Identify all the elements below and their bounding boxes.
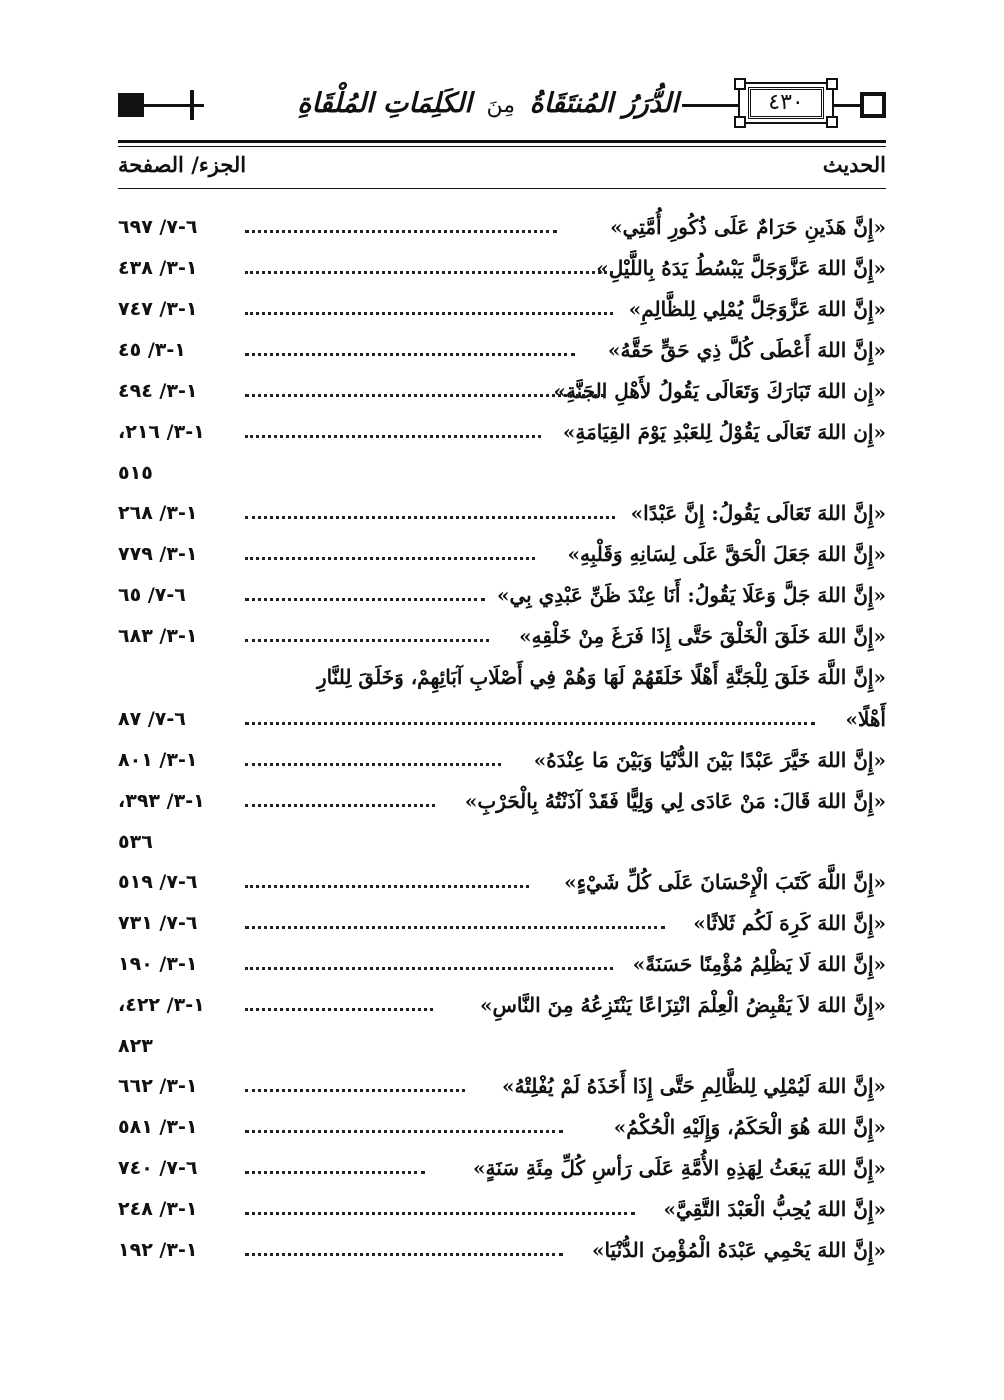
index-entry <box>118 576 886 617</box>
dot-leader <box>245 435 541 438</box>
index-entry <box>118 208 886 249</box>
dot-leader <box>245 1130 563 1133</box>
index-entry <box>118 249 886 290</box>
book-title-part2: مِنَ <box>486 93 516 118</box>
index-entry <box>118 494 886 535</box>
volume-page-ref: ١-٣/ ٤٢٢، <box>118 994 205 1016</box>
index-entry <box>118 535 886 576</box>
hadith-text: «إِنَّ اللهَ تَعَالَى يَقُولُ: إِنَّ عَبْدًا» <box>630 501 886 525</box>
dot-leader <box>245 557 535 560</box>
hadith-text: «إِنَّ اللهَ كَرِهَ لَكُم ثَلاثًا» <box>693 911 886 935</box>
hadith-text: «إِنَّ اللهَ عَزَّوَجَلَّ يُمْلِي لِلظَّالِمِ» <box>628 297 886 321</box>
volume-page-ref: ١-٣/ ١٩٠ <box>118 953 198 975</box>
hadith-text: «إِنَّ اللهَ لاَ يَقْبِضُ الْعِلْمَ انْتِزَاعًا يَنْتَزِعُهُ مِنَ النَّاسِ» <box>479 993 886 1017</box>
dot-leader <box>245 763 501 766</box>
index-entry <box>118 1108 886 1149</box>
header-rule <box>682 104 738 107</box>
volume-page-ref: ١-٣/ ٨٠١ <box>118 749 198 771</box>
volume-page-ref: ١-٣/ ٢٤٨ <box>118 1198 198 1220</box>
book-title-part1: الدُّرَرُ المُنتَقَاةُ <box>529 88 679 119</box>
hadith-text: «إِنَّ اللَّهَ كَتَبَ الْإِحْسَانَ عَلَى كُلِّ شَيْءٍ» <box>564 870 886 894</box>
header-left-square <box>118 93 144 117</box>
volume-page-ref: ١-٣/ ٤٩٤ <box>118 380 198 402</box>
dot-leader <box>245 598 485 601</box>
dot-leader <box>245 926 665 929</box>
dot-leader <box>245 1171 425 1174</box>
column-heading-volume-page: الجزء/ الصفحة <box>118 152 247 177</box>
hadith-text: «إِنَّ اللهَ قَالَ: مَنْ عَادَى لِي وَلِيًّا فَقَدْ آذَنْتُهُ بِالْحَرْبِ» <box>464 789 886 813</box>
dot-leader <box>245 312 613 315</box>
volume-page-ref: ١-٣/ ٧٧٩ <box>118 543 198 565</box>
volume-page-ref: ١-٣/ ٢١٦، <box>118 421 205 443</box>
column-heading-rule <box>118 188 886 189</box>
index-entry <box>118 700 886 741</box>
volume-page-ref: ١-٣/ ٢٦٨ <box>118 502 198 524</box>
index-entry <box>118 290 886 331</box>
dot-leader <box>245 353 575 356</box>
dot-leader <box>245 394 605 397</box>
index-entry <box>118 1231 886 1272</box>
index-entry <box>118 863 886 904</box>
hadith-text: «إِنَّ اللهَ أَعْطَى كُلَّ ذِي حَقٍّ حَقَّهُ» <box>607 338 886 362</box>
hadith-text: «إِن اللهَ تَبَارَكَ وَتَعَالَى يَقُولُ لأَهْلِ الجَنَّةِ» <box>553 379 886 403</box>
volume-page-ref: ١-٣/ ٥٨١ <box>118 1116 198 1138</box>
dot-leader <box>245 722 815 725</box>
hadith-text: «إِنَّ اللهَ لَيُمْلِي لِلظَّالِمِ حَتَّى إِذَا أَخَذَهُ لَمْ يُفْلِتْهُ» <box>502 1074 886 1098</box>
volume-page-ref-continued: ٥١٥ <box>118 462 153 484</box>
volume-page-ref: ٦-٧/ ٧٣١ <box>118 912 198 934</box>
dot-leader <box>245 1008 433 1011</box>
dot-leader <box>245 271 613 274</box>
index-entry <box>118 1067 886 1108</box>
dot-leader <box>245 804 435 807</box>
page-number-frame <box>738 82 834 124</box>
dot-leader <box>245 967 613 970</box>
hadith-text: «إِن اللهَ تَعَالَى يَقُوْلُ لِلعَبْدِ يَوْمَ القِيَامَةِ» <box>562 420 886 444</box>
header-rule <box>194 104 204 107</box>
hadith-text: «إِنَّ اللهَ جَعَلَ الْحَقَّ عَلَى لِسَانِهِ وَقَلْبِهِ» <box>567 542 886 566</box>
hadith-text: «إِنَّ اللهَ يُحِبُّ الْعَبْدَ التَّقِيَّ» <box>663 1197 886 1221</box>
book-title-part3: الكَلِمَاتِ المُلْقَاةِ <box>297 88 472 119</box>
index-entry <box>118 1149 886 1190</box>
dot-leader <box>245 1212 635 1215</box>
volume-page-ref: ٦-٧/ ٦٥ <box>118 584 186 606</box>
index-list <box>118 208 886 1272</box>
ref-continuation <box>118 1027 886 1067</box>
index-entry <box>118 331 886 372</box>
volume-page-ref: ١-٣/ ٦٦٢ <box>118 1075 198 1097</box>
dot-leader <box>245 885 529 888</box>
volume-page-ref: ١-٣/ ٦٨٣ <box>118 625 198 647</box>
header-right-square <box>860 92 886 118</box>
hadith-text-line1: «إِنَّ اللَّهَ خَلَقَ لِلْجَنَّةِ أَهْلًا خَلَقَهُمْ لَهَا وَهُمْ فِي أَصْلَابِ آبَائِهِمْ، وَخَلَقَ لِلنَّارِ <box>316 665 886 689</box>
hadith-text: «إِنَّ هَذَينِ حَرَامٌ عَلَى ذُكُورِ أُمَّتِي» <box>610 215 886 239</box>
volume-page-ref: ١-٣/ ٣٩٣، <box>118 790 205 812</box>
hadith-text: «إِنَّ اللهَ هُوَ الْحَكَمُ، وَإِلَيْهِ الْحُكْمُ» <box>613 1115 886 1139</box>
hadith-text: «إِنَّ اللهَ لَا يَظْلِمُ مُؤْمِنًا حَسَنَةً» <box>632 952 886 976</box>
dot-leader <box>245 230 557 233</box>
dot-leader <box>245 1089 465 1092</box>
volume-page-ref: ١-٣/ ٤٣٨ <box>118 257 198 279</box>
hadith-text: «إِنَّ اللهَ عَزَّوَجَلَّ يَبْسُطُ يَدَهُ بِاللَّيْلِ» <box>596 256 886 280</box>
ref-continuation <box>118 823 886 863</box>
header-rule-thin <box>118 146 886 147</box>
hadith-text: «إِنَّ اللهَ يَبعَثُ لِهَذِهِ الأُمَّةِ عَلَى رَأسِ كُلِّ مِئَةِ سَنَةٍ» <box>473 1156 886 1180</box>
index-entry <box>118 1190 886 1231</box>
index-entry <box>118 372 886 413</box>
hadith-text: «إِنَّ اللهَ خَلَقَ الْخَلْقَ حَتَّى إِذَا فَرَغَ مِنْ خَلْقِهِ» <box>519 624 886 648</box>
index-entry <box>118 986 886 1027</box>
index-entry <box>118 782 886 823</box>
index-entry <box>118 904 886 945</box>
header-rule <box>144 104 190 107</box>
header-rule <box>834 104 860 107</box>
hadith-text: أَهْلًا» <box>845 707 886 731</box>
index-entry-first-line <box>118 658 886 700</box>
index-entry <box>118 617 886 658</box>
volume-page-ref: ٦-٧/ ٦٩٧ <box>118 216 198 238</box>
volume-page-ref: ١-٣/ ٤٥ <box>118 339 186 361</box>
volume-page-ref: ٦-٧/ ٨٧ <box>118 708 186 730</box>
volume-page-ref: ٦-٧/ ٧٤٠ <box>118 1157 198 1179</box>
index-entry <box>118 413 886 454</box>
ref-continuation <box>118 454 886 494</box>
dot-leader <box>245 1253 563 1256</box>
volume-page-ref-continued: ٥٣٦ <box>118 831 153 853</box>
book-title <box>294 82 682 126</box>
volume-page-ref-continued: ٨٢٣ <box>118 1035 153 1057</box>
dot-leader <box>245 639 489 642</box>
index-entry <box>118 945 886 986</box>
column-heading-hadith: الحديث <box>822 152 886 177</box>
hadith-text: «إِنَّ اللهَ خَيَّرَ عَبْدًا بَيْنَ الدُّنْيَا وَبَيْنَ مَا عِنْدَهُ» <box>533 748 886 772</box>
dot-leader <box>245 516 615 519</box>
hadith-text: «إِنَّ اللهَ يَحْمِي عَبْدَهُ الْمُؤْمِنَ الدُّنْيَا» <box>591 1238 886 1262</box>
volume-page-ref: ١-٣/ ٧٤٧ <box>118 298 198 320</box>
volume-page-ref: ٦-٧/ ٥١٩ <box>118 871 198 893</box>
hadith-text: «إِنَّ اللهَ جَلَّ وَعَلَا يَقُولُ: أَنَا عِنْدَ ظَنِّ عَبْدِي بِي» <box>496 583 886 607</box>
volume-page-ref: ١-٣/ ١٩٢ <box>118 1239 198 1261</box>
header-rule-thick <box>118 140 886 143</box>
page-header <box>118 80 886 130</box>
index-entry <box>118 741 886 782</box>
page-number: ٤٣٠ <box>768 90 804 115</box>
